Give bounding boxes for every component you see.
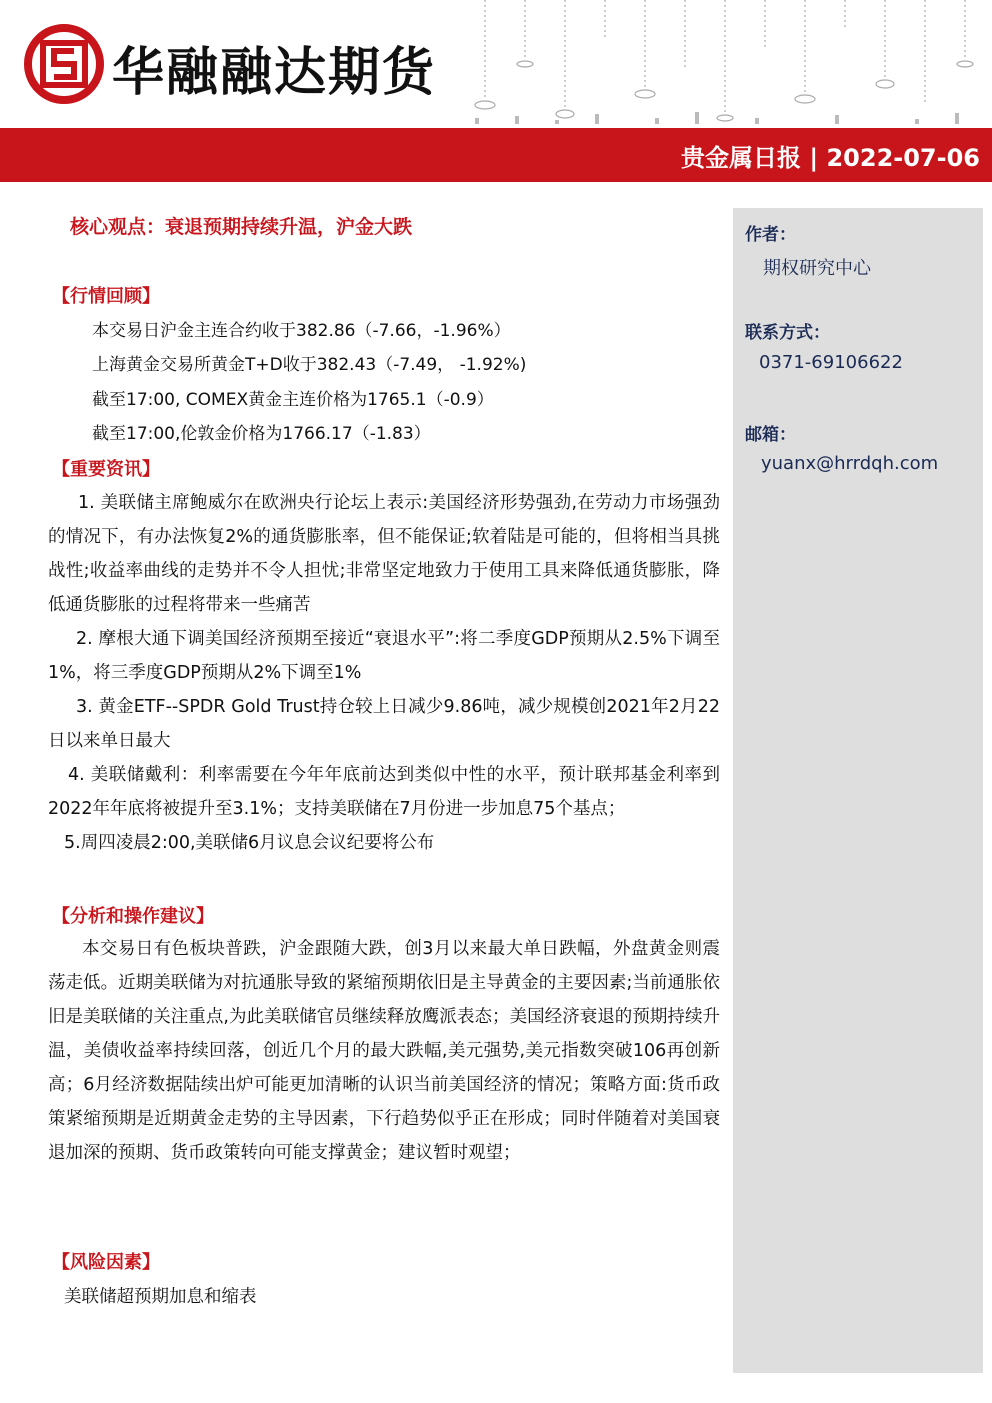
news-item: 4. 美联储戴利：利率需要在今年年底前达到类似中性的水平，预计联邦基金利率到2022年年底将被提升至3.1%；支持美联储在7月份进一步加息75个基点； (48, 765, 720, 819)
contact-label: 联系方式： (745, 323, 830, 343)
author-label: 作者： (745, 225, 796, 245)
news-item: 1. 美联储主席鲍威尔在欧洲央行论坛上表示:美国经济形势强劲,在劳动力市场强劲的情况下，有办法恢复2%的通货膨胀率，但不能保证;软着陆是可能的，但将相当具挑战性;收益率曲线的走势并不令人担忧;非常坚定地致力于使用工具来降低通货膨胀，降低通货膨胀的过程将带来一些痛苦 (48, 493, 720, 615)
market-line: 截至17:00, COMEX黄金主连价格为1765.1（-0.9） (92, 390, 494, 410)
risk-text: 美联储超预期加息和缩表 (64, 1287, 257, 1307)
company-name: 华融融达期货 (112, 43, 437, 103)
news-item: 3. 黄金ETF--SPDR Gold Trust持仓较上日减少9.86吨，减少规模创2021年2月22日以来单日最大 (48, 697, 720, 751)
title-banner (0, 128, 992, 182)
author-value: 期权研究中心 (763, 258, 871, 279)
news-item: 5.周四凌晨2:00,美联储6月议息会议纪要将公布 (64, 833, 435, 853)
market-line: 上海黄金交易所黄金T+D收于382.43（-7.49， -1.92%) (92, 355, 527, 375)
email-value: yuanx@hrrdqh.com (761, 453, 939, 474)
email-label: 邮箱： (745, 425, 796, 445)
analysis-heading: 【分析和操作建议】 (52, 906, 214, 927)
report-title: 贵金属日报 | 2022-07-06 (681, 144, 980, 172)
risk-heading: 【风险因素】 (52, 1252, 160, 1273)
analysis-text: 本交易日有色板块普跌，沪金跟随大跌，创3月以来最大单日跌幅，外盘黄金则震荡走低。近期美联储为对抗通胀导致的紧缩预期依旧是主导黄金的主要因素;当前通胀依旧是美联储的关注重点,为此美联储官员继续释放鹰派表态；美国经济衰退的预期持续升温，美债收益率持续回落，创近几个月的最大跌幅,美元强势,美元指数突破106再创新高；6月经济数据陆续出炉可能更加清晰的认识当前美国经济的情况；策略方面:货币政策紧缩预期是近期黄金走势的主导因素，下行趋势似乎正在形成；同时伴随着对美国衰退加深的预期、货币政策转向可能支撑黄金；建议暂时观望； (48, 939, 720, 1163)
author-sidebar (733, 208, 983, 1373)
decorative-lines (455, 0, 992, 128)
market-review-heading: 【行情回顾】 (52, 286, 160, 307)
news-item: 2. 摩根大通下调美国经济预期至接近“衰退水平”:将二季度GDP预期从2.5%下调至1%，将三季度GDP预期从2%下调至1% (48, 629, 720, 683)
market-line: 截至17:00,伦敦金价格为1766.17（-1.83） (92, 424, 431, 444)
core-view: 核心观点：衰退预期持续升温，沪金大跌 (70, 216, 413, 238)
report-header (0, 0, 992, 130)
company-logo-icon (24, 24, 104, 104)
news-heading: 【重要资讯】 (52, 459, 160, 480)
contact-value: 0371-69106622 (759, 352, 903, 373)
market-line: 本交易日沪金主连合约收于382.86（-7.66，-1.96%） (92, 321, 511, 341)
